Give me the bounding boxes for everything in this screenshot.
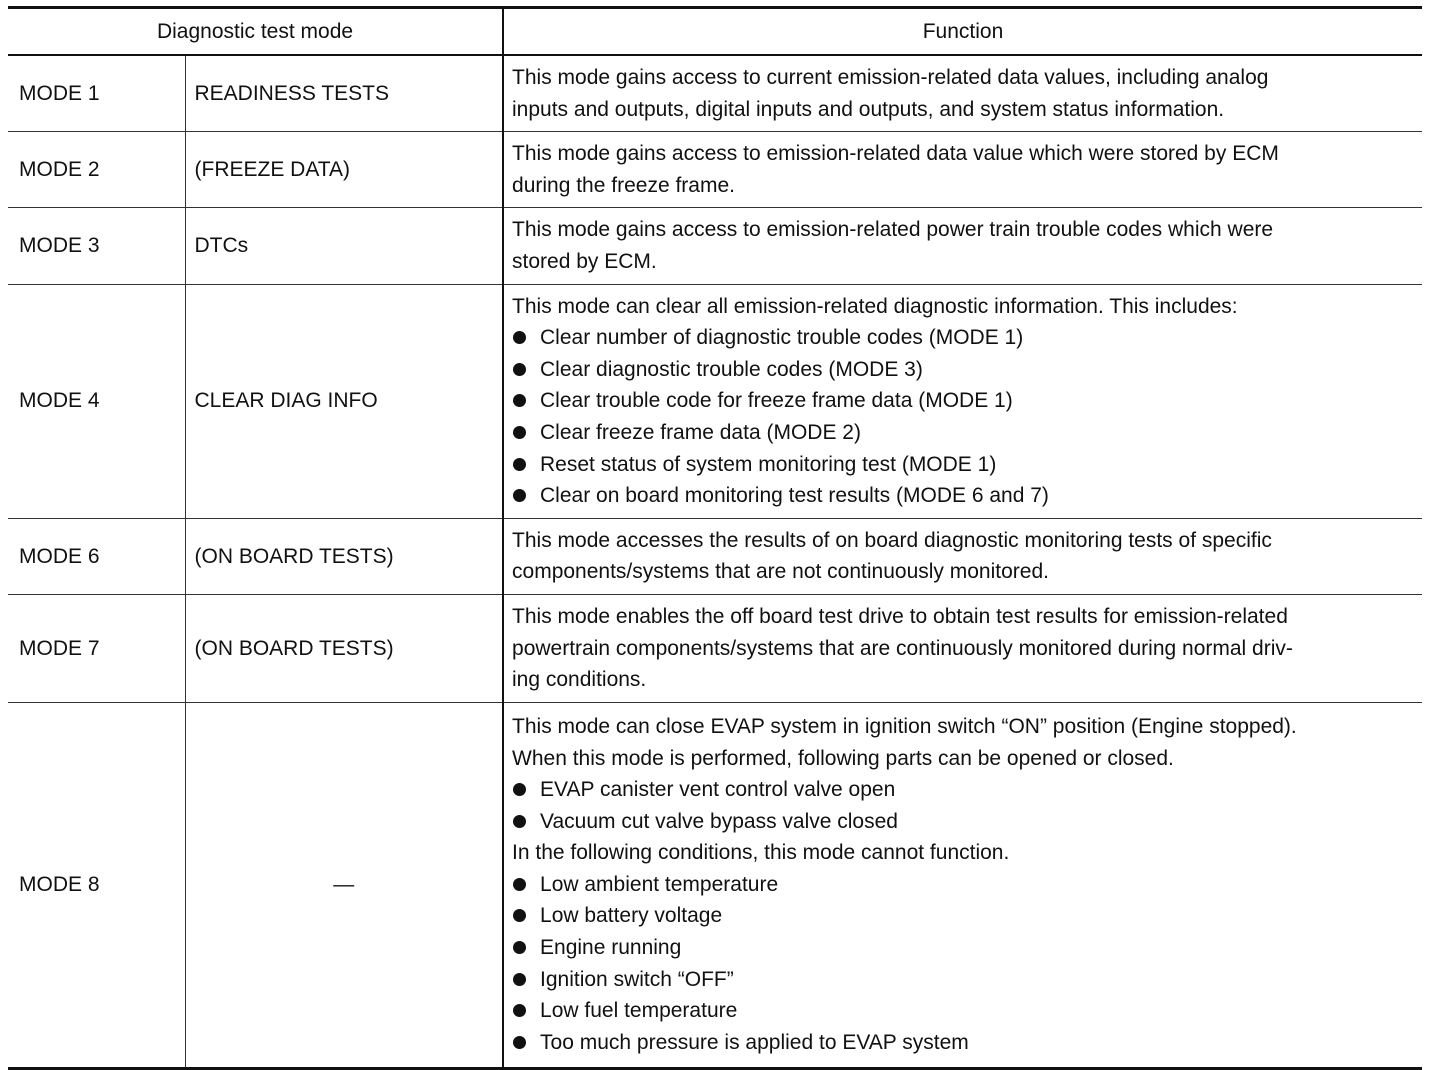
bullet-dot-icon	[513, 331, 526, 344]
bullet-text: Clear trouble code for freeze frame data (MODE 1)	[540, 389, 1013, 413]
table-body	[8, 55, 1422, 1068]
mode-number: MODE 2	[8, 132, 185, 208]
bullet-dot-icon	[513, 426, 526, 439]
bullet-text: Reset status of system monitoring test (MODE 1)	[540, 452, 997, 476]
bullet-text: Clear diagnostic trouble codes (MODE 3)	[540, 357, 923, 381]
function-description	[503, 594, 1422, 702]
bullet-dot-icon	[513, 941, 526, 954]
table-header-row	[8, 8, 1422, 56]
bullet-item	[512, 385, 1414, 417]
function-text-line: inputs and outputs, digital inputs and outputs, and system status information.	[512, 97, 1225, 121]
function-text-line: during the freeze frame.	[512, 173, 735, 197]
bullet-item	[512, 774, 1414, 806]
header-function: Function	[503, 8, 1422, 56]
bullet-text: Vacuum cut valve bypass valve closed	[540, 809, 898, 833]
function-text-line: This mode enables the off board test drive to obtain test results for emission-related	[512, 604, 1288, 628]
function-text-line: This mode accesses the results of on board diagnostic monitoring tests of specific	[512, 528, 1272, 552]
bullet-item	[512, 806, 1414, 838]
function-description	[503, 518, 1422, 594]
bullet-text: Low fuel temperature	[540, 999, 738, 1023]
bullet-item	[512, 964, 1414, 996]
bullet-dot-icon	[513, 1036, 526, 1049]
mode-name: —	[185, 702, 503, 1068]
mode-name: DTCs	[185, 208, 503, 284]
table-row	[8, 284, 1422, 518]
function-text-line: This mode can clear all emission-related diagnostic information. This includes:	[512, 294, 1238, 318]
function-description	[503, 132, 1422, 208]
bullet-dot-icon	[513, 909, 526, 922]
mode-name: (FREEZE DATA)	[185, 132, 503, 208]
diagnostic-mode-table	[8, 6, 1422, 1070]
function-description	[503, 702, 1422, 1068]
mode-number: MODE 8	[8, 702, 185, 1068]
bullet-text: EVAP canister vent control valve open	[540, 778, 896, 802]
bullet-item	[512, 354, 1414, 386]
table-row	[8, 702, 1422, 1068]
bullet-text: Clear on board monitoring test results (MODE 6 and 7)	[540, 484, 1049, 508]
bullet-text: Too much pressure is applied to EVAP system	[540, 1030, 969, 1054]
function-description	[503, 208, 1422, 284]
mode-name: (ON BOARD TESTS)	[185, 518, 503, 594]
mode-number: MODE 1	[19, 81, 100, 105]
mode-number: MODE 4	[8, 284, 185, 518]
mode-number: MODE 6	[8, 518, 185, 594]
bullet-item	[512, 932, 1414, 964]
table-row	[8, 208, 1422, 284]
function-text-line: This mode can close EVAP system in ignition switch “ON” position (Engine stopped).	[512, 714, 1297, 738]
bullet-item	[512, 995, 1414, 1027]
bullet-item	[512, 900, 1414, 932]
bullet-dot-icon	[513, 458, 526, 471]
bullet-item	[512, 322, 1414, 354]
bullet-item	[512, 417, 1414, 449]
function-text-line: This mode gains access to emission-related power train trouble codes which were	[512, 218, 1274, 242]
bullet-dot-icon	[513, 973, 526, 986]
bullet-dot-icon	[513, 878, 526, 891]
mode-number: MODE 3	[8, 208, 185, 284]
function-text-line: This mode gains access to current emission-related data values, including analog	[512, 66, 1269, 89]
function-description	[503, 284, 1422, 518]
function-text-line: stored by ECM.	[512, 249, 657, 273]
bullet-text: Clear freeze frame data (MODE 2)	[540, 420, 861, 444]
function-text-line: In the following conditions, this mode cannot function.	[512, 841, 1010, 865]
function-text-line: When this mode is performed, following parts can be opened or closed.	[512, 746, 1174, 770]
mode-name: READINESS TESTS	[185, 55, 503, 132]
bullet-dot-icon	[513, 1004, 526, 1017]
bullet-text: Ignition switch “OFF”	[540, 967, 734, 991]
bullet-item	[512, 449, 1414, 481]
mode-name: (ON BOARD TESTS)	[185, 594, 503, 702]
function-text-line: powertrain components/systems that are continuously monitored during normal driv-	[512, 636, 1293, 660]
bullet-item	[512, 1027, 1414, 1059]
header-diagnostic-test-mode: Diagnostic test mode	[8, 8, 503, 56]
table-row	[8, 55, 1422, 132]
function-text-line: ing conditions.	[512, 668, 647, 692]
mode-number: MODE 7	[8, 594, 185, 702]
bullet-dot-icon	[513, 815, 526, 828]
bullet-dot-icon	[513, 363, 526, 376]
function-text-line: components/systems that are not continuously monitored.	[512, 560, 1049, 584]
bullet-text: Low battery voltage	[540, 904, 723, 928]
bullet-dot-icon	[513, 489, 526, 502]
table-row	[8, 518, 1422, 594]
table-row	[8, 594, 1422, 702]
bullet-text: Low ambient temperature	[540, 872, 779, 896]
function-description	[503, 55, 1422, 132]
bullet-dot-icon	[513, 783, 526, 796]
table-row	[8, 132, 1422, 208]
bullet-text: Engine running	[540, 936, 682, 960]
mode-name: CLEAR DIAG INFO	[185, 284, 503, 518]
bullet-item	[512, 869, 1414, 901]
bullet-dot-icon	[513, 394, 526, 407]
bullet-item	[512, 480, 1414, 512]
bullet-text: Clear number of diagnostic trouble codes (MODE 1)	[540, 326, 1024, 350]
function-text-line: This mode gains access to emission-related data value which were stored by ECM	[512, 142, 1279, 166]
